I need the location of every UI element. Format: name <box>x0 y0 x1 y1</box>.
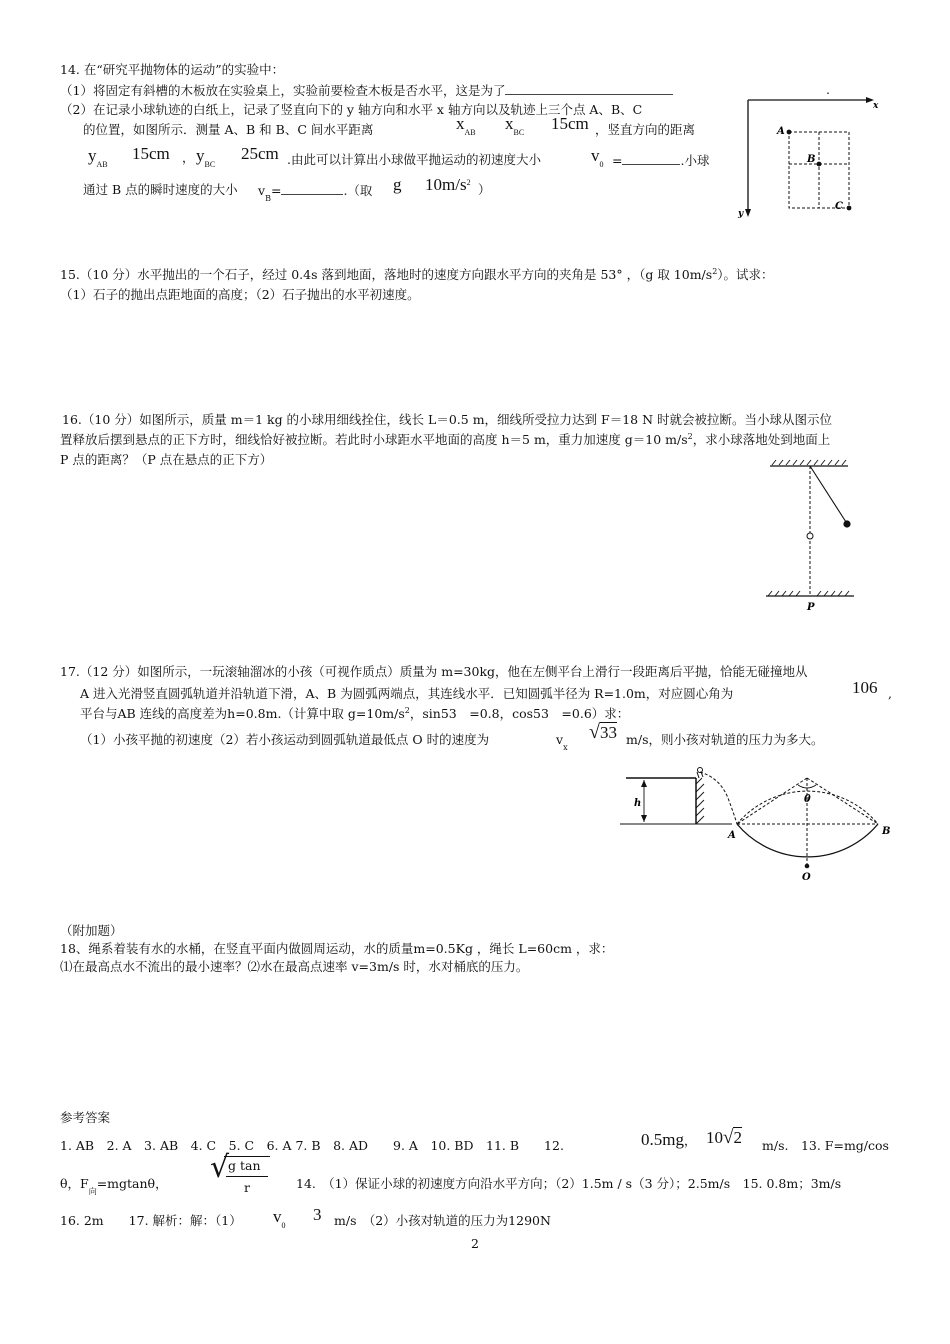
q14-line5 <box>83 182 238 198</box>
mg-value: 0.5mg <box>641 1130 684 1149</box>
q18-line1: 18、绳系着装有水的水桶，在竖直平面内做圆周运动，水的质量m=0.5Kg ，绳长 L=60cm ，求： <box>60 941 614 956</box>
child-icon <box>698 768 703 773</box>
answers-line3-end: m/s （2）小孩对轨道的压力为1290N <box>334 1213 551 1228</box>
q17-text: 平台与AB 连线的高度差为h=0.8m.（计算中取 g=10m/s <box>80 706 405 721</box>
sq-sup: 2 <box>404 706 410 715</box>
answer-17-v0 <box>273 1209 286 1228</box>
comma: ， <box>683 1134 697 1148</box>
q17-line2-end: , <box>888 686 892 701</box>
sqrt-icon: √ <box>589 721 600 743</box>
x-label: x <box>873 101 879 111</box>
q14-v0 <box>591 148 604 167</box>
ground-hatch <box>768 591 849 596</box>
q14-title: 14. 在“研究平抛物体的运动”的实验中： <box>60 62 285 77</box>
equals-sign: = <box>270 183 282 198</box>
projectile-path <box>700 772 737 824</box>
zero-sub: 0 <box>281 1221 286 1230</box>
q15-text: 15.（10 分）水平抛出的一个石子，经过 0.4s 落到地面，落地时的速度方向跟水平方向的夹角是 53° ，（g 取 10m/s <box>60 267 713 282</box>
v-symbol: v <box>556 732 564 747</box>
b-label: B <box>807 154 816 165</box>
sqrt-value: 33 <box>599 723 617 742</box>
frac-denominator: r <box>244 1180 250 1195</box>
q14-g-val <box>425 177 471 196</box>
y-symbol: y <box>88 146 97 165</box>
height-arrow-down-icon <box>641 815 647 822</box>
q14-part1-text: （1）将固定有斜槽的木板放在实验桌上，实验前要检查木板是否水平，这是为了 <box>60 83 506 98</box>
q14-xbc <box>505 116 524 135</box>
q14-xab <box>456 116 476 135</box>
ball-lowest-position <box>807 533 813 539</box>
b-label: B <box>882 826 891 837</box>
a-label: A <box>777 126 785 137</box>
q14-len-15: 15cm <box>551 114 589 133</box>
ab-sub: AB <box>464 128 476 137</box>
ab-sub: AB <box>96 160 108 169</box>
sqrt-icon: √ <box>723 1127 734 1148</box>
point-o <box>805 864 810 869</box>
y-arrow-icon <box>745 209 751 217</box>
q16-pendulum-figure <box>762 458 862 618</box>
ceiling-hatch <box>772 460 846 465</box>
answers-line2-end: 14. （1）保证小球的初速度方向沿水平方向；（2）1.5m / s（3 分）；2.5m/s 15. 0.8m；3m/s <box>296 1176 842 1191</box>
q18-head: （附加题） <box>60 923 123 938</box>
q16-line1: 16.（10 分）如图所示，质量 m＝1 kg 的小球用细线拴住，线长 L＝0.5 m，细线所受拉力达到 F＝18 N 时就会被拉断。当小球从图示位 <box>62 412 832 427</box>
q14-line3-end: ，竖直方向的距离 <box>595 122 696 137</box>
q14-ybc-val: 25cm <box>241 144 279 163</box>
answers-title: 参考答案 <box>60 1110 111 1125</box>
q14-blank-1[interactable] <box>505 82 673 95</box>
q16-line2 <box>60 432 830 450</box>
o-label: O <box>802 872 811 883</box>
v-symbol: v <box>258 183 266 198</box>
q14-comma: ， <box>182 150 195 165</box>
q14-part1 <box>60 82 673 99</box>
answer-12-mg <box>641 1132 697 1149</box>
q17-line4: （1）小孩平抛的初速度（2）若小孩运动到圆弧轨道最低点 O 时的速度为 <box>80 732 490 747</box>
x-symbol: x <box>505 114 514 133</box>
x-symbol: x <box>456 114 465 133</box>
xiang-sub: 向 <box>88 1187 97 1196</box>
q14-v0-answer <box>612 152 709 169</box>
q14-line3 <box>83 122 373 138</box>
root-two: 2 <box>733 1128 742 1147</box>
answers-line3: 16. 2m 17. 解析：解：（1） <box>60 1213 242 1228</box>
q15-text-end: ）。试求： <box>717 267 774 282</box>
q17-line1: 17.（12 分）如图所示，一玩滚轴溜冰的小孩（可视作质点）质量为 m=30kg，他在左侧平台上滑行一段距离后平抛，恰能无碰撞地从 <box>60 664 808 679</box>
q17-line4-end: m/s，则小孩对轨道的压力为多大。 <box>626 732 824 747</box>
point-a <box>787 130 792 135</box>
q15-line2: （1）石子的抛出点距地面的高度；（2）石子抛出的水平初速度。 <box>60 287 420 302</box>
v-symbol: v <box>273 1207 282 1226</box>
answer-13-sqrt-frac <box>210 1150 272 1202</box>
q17-line3 <box>80 706 629 724</box>
page-number: 2 <box>471 1236 479 1251</box>
q15-line1 <box>60 267 774 285</box>
q14-blank-2[interactable] <box>622 152 680 165</box>
q14-part2: （2）在记录小球轨迹的白纸上，记录了竖直向下的 y 轴方向和水平 x 轴方向以及轨迹上三个点 A、B、C <box>60 102 643 117</box>
point-c <box>847 206 852 211</box>
sq-sup: 2 <box>712 267 718 276</box>
ten-value: 10 <box>706 1128 723 1147</box>
q14-line4: .由此可以计算出小球做平抛运动的初速度大小 <box>287 152 541 167</box>
height-arrow-up-icon <box>641 780 647 787</box>
v-symbol: v <box>591 146 600 165</box>
q16-text-end: ，求小球落地处到地面上 <box>692 432 831 447</box>
b-sub: B <box>265 194 271 203</box>
q14-line3-text: 的位置，如图所示．测量 A、B 和 B、C 间水平距离 <box>83 122 374 137</box>
q14-yab-val: 15cm <box>132 144 170 163</box>
grid-lines <box>789 132 849 208</box>
q14-yab <box>88 148 108 167</box>
x-sub: x <box>563 743 568 752</box>
sq-sup: 2 <box>466 178 471 187</box>
q14-vb <box>258 182 372 201</box>
sqrt-icon: √ <box>210 1150 230 1185</box>
take-g: .（取 <box>343 183 373 198</box>
bc-sub: BC <box>513 128 525 137</box>
string <box>810 466 846 522</box>
q17-sqrt33 <box>589 721 617 743</box>
q18-line2: ⑴在最高点水不流出的最小速率？⑵水在最高点速率 v=3m/s 时，水对桶底的压力。 <box>60 959 529 974</box>
q14-grid-figure <box>740 92 880 222</box>
frac-numerator: g tan <box>228 1158 261 1173</box>
q17-text-end: ，sin53 =0.8，cos53 =0.6）求： <box>409 706 630 721</box>
answers-line1: 1. AB 2. A 3. AB 4. C 5. C 6. A 7. B 8. AD 9. A 10. BD 11. B 12. <box>60 1138 564 1153</box>
sq-sup: 2 <box>687 432 693 441</box>
point-b <box>817 162 822 167</box>
q14-line4-end: .小球 <box>680 153 710 168</box>
theta-label: θ <box>804 794 811 805</box>
bc-sub: BC <box>204 160 216 169</box>
q17-line2: A 进入光滑竖直圆弧轨道并沿轨道下滑，A、B 为圆弧两端点，其连线水平．已知圆弧半径为 R=1.0m，对应圆心角为 <box>80 686 734 701</box>
radius-oa <box>737 778 807 824</box>
q17-angle: 106 <box>852 678 878 697</box>
answers-line1-end: m/s. 13. F=mg/cos <box>762 1138 889 1153</box>
p-label: P <box>807 602 815 613</box>
equals-sign: = <box>612 153 623 168</box>
h-label: h <box>634 798 642 809</box>
q14-part1-end: . <box>826 82 830 97</box>
a-label: A <box>728 830 736 841</box>
q16-line3: P 点的距离？（P 点在悬点的正下方） <box>60 452 273 467</box>
q14-close: ） <box>478 182 491 197</box>
g-value: 10m/s <box>425 175 467 194</box>
answer-13-text-end: =mgtanθ， <box>96 1176 168 1191</box>
q14-line5-text: 通过 B 点的瞬时速度的大小 <box>83 182 238 197</box>
q17-vx <box>556 732 568 750</box>
y-label: y <box>738 209 744 219</box>
radius-ob <box>807 778 878 824</box>
y-symbol: y <box>196 146 205 165</box>
q14-g: g <box>393 175 402 194</box>
q14-ybc <box>196 148 215 167</box>
ball <box>843 520 850 527</box>
answer-17-three: 3 <box>313 1205 322 1224</box>
answer-12-root <box>706 1127 742 1148</box>
platform-hatch <box>696 778 704 824</box>
c-label: C <box>835 201 843 212</box>
q17-track-figure <box>620 758 902 884</box>
zero-sub: 0 <box>599 160 604 169</box>
q14-blank-3[interactable] <box>281 182 343 195</box>
answers-line2 <box>60 1176 168 1194</box>
q16-text: 置释放后摆到悬点的正下方时，细线恰好被拉断。若此时小球距水平地面的高度 h＝5 m，重力加速度 g＝10 m/s <box>60 432 688 447</box>
answer-13-text: θ，F <box>60 1176 89 1191</box>
